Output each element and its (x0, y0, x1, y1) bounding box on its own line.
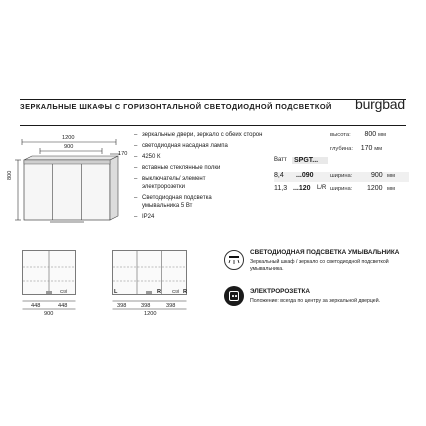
watt-label: Ватт (274, 157, 287, 163)
spec-row: 8,4 ...090 ширина: 900 мм (274, 172, 409, 182)
feature-item: – выключатель/ элемент (134, 176, 206, 183)
main-height: 800 (7, 170, 13, 180)
feature-list (134, 132, 262, 221)
spec-depth-row: глубина: 170 мм (330, 145, 383, 152)
spec-height-row: высота: 800 мм (330, 131, 386, 138)
width-398-1: 398 (117, 303, 127, 309)
feature-item: – IP24 (134, 213, 155, 220)
header-rule-top (20, 99, 406, 100)
door-right-marker-2: R (183, 289, 188, 295)
brand-logo: burgbad (355, 96, 405, 112)
page-title: ЗЕРКАЛЬНЫЕ ШКАФЫ С ГОРИЗОНТАЛЬНОЙ СВЕТОДИОДНОЙ ПОДСВЕТКОЙ (20, 102, 332, 111)
cabinet-main-drawing (10, 134, 140, 230)
feature-item: – вставные стеклянные полки (134, 165, 221, 172)
cabinet-900-front-drawing (22, 250, 82, 310)
width-900-total: 900 (44, 311, 54, 317)
code-prefix: SPGT... (292, 157, 328, 164)
main-depth: 170 (118, 151, 128, 157)
led-lighting-title: СВЕТОДИОДНАЯ ПОДСВЕТКА УМЫВАЛЬНИКА (250, 249, 400, 256)
socket-label: Ctrl (60, 289, 68, 294)
header-rule-bottom (20, 125, 406, 126)
width-448-right: 448 (58, 303, 68, 309)
main-width-outer: 1200 (62, 135, 75, 141)
width-398-3: 398 (166, 303, 176, 309)
door-left-marker: L (114, 289, 118, 295)
feature-item: – зеркальные двери, зеркало с обеих сторон (134, 132, 263, 138)
cabinet-1200-front-drawing (112, 250, 192, 310)
electrical-socket-icon (224, 286, 244, 306)
led-lighting-text-2: умывальника. (250, 266, 284, 272)
feature-item: умывальника 5 Вт (142, 202, 193, 209)
width-1200-total: 1200 (144, 311, 157, 317)
main-width-inner: 900 (64, 144, 74, 150)
socket-label: Ctrl (172, 289, 180, 294)
feature-item: – светодиодная насадная лампа (134, 143, 228, 150)
door-right-marker: R (157, 289, 162, 295)
socket-text: Положение: всегда по центру за зеркальной дверцей. (250, 298, 381, 304)
feature-item: – 4250 К (134, 154, 161, 161)
width-398-2: 398 (141, 303, 151, 309)
width-448-left: 448 (31, 303, 41, 309)
socket-title: ЭЛЕКТРОРОЗЕТКА (250, 288, 310, 295)
led-lighting-text-1: Зеркальный шкаф / зеркало со светодиодной подсветкой (250, 259, 389, 265)
feature-item: электророзетки (142, 183, 186, 190)
spec-row: 11,3 ...120 L/R ширина: 1200 мм (274, 185, 395, 192)
led-lighting-icon (224, 250, 244, 270)
feature-item: – Светодиодная подсветка (134, 195, 212, 202)
